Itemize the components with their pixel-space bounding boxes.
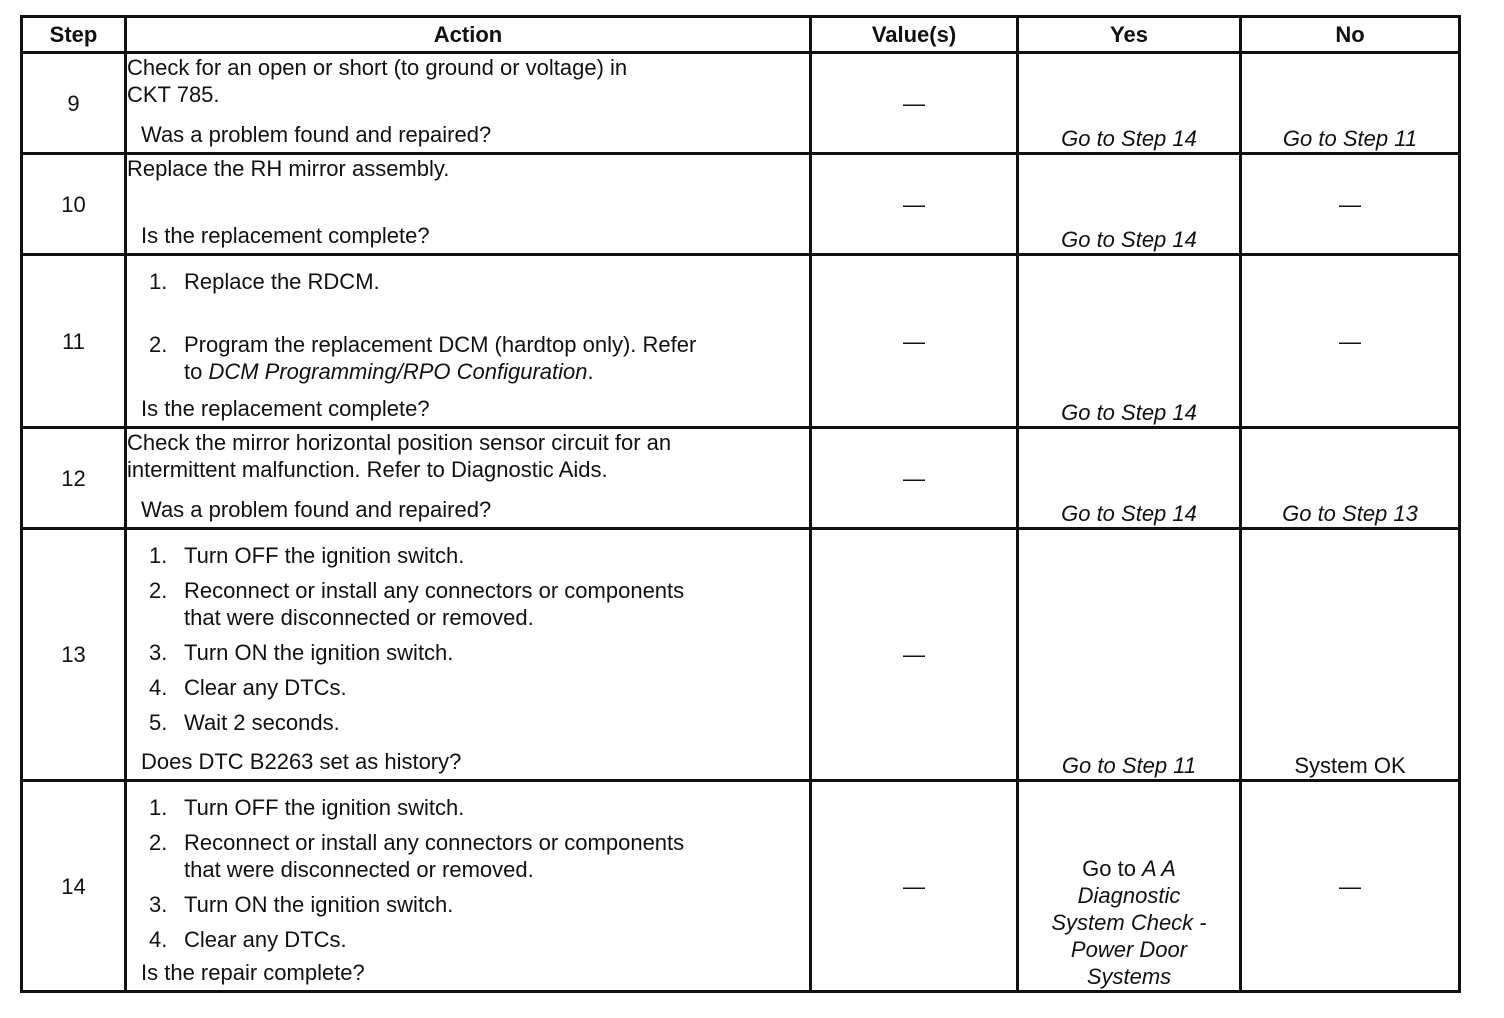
action-cell [126, 154, 811, 255]
step-number: 11 [22, 255, 126, 428]
step-number: 12 [22, 428, 126, 529]
item-number: 2. [149, 332, 168, 357]
item-text: Clear any DTCs. [184, 675, 347, 700]
table-row [22, 154, 1460, 255]
yes-cell [1018, 781, 1241, 992]
action-text: CKT 785. [127, 82, 220, 107]
step-number: 10 [22, 154, 126, 255]
item-text: Wait 2 seconds. [184, 710, 340, 735]
reference-link: Diagnostic [1077, 883, 1181, 908]
action-cell [126, 428, 811, 529]
action-cell [126, 255, 811, 428]
action-cell [126, 529, 811, 781]
action-question: Does DTC B2263 set as history? [141, 749, 462, 774]
yes-result: Go to Step 14 [1061, 126, 1197, 151]
value-cell: — [811, 529, 1018, 781]
action-text: Replace the RH mirror assembly. [127, 156, 450, 181]
item-number: 5. [149, 710, 168, 735]
header-row [22, 17, 1460, 53]
table-row [22, 428, 1460, 529]
value-cell: — [811, 154, 1018, 255]
no-cell [1241, 53, 1460, 154]
step-number: 9 [22, 53, 126, 154]
header-values: Value(s) [811, 17, 1018, 53]
no-cell: — [1241, 154, 1460, 255]
reference-link: System Check - [1051, 910, 1207, 935]
yes-cell [1018, 529, 1241, 781]
list-item [127, 268, 809, 295]
table-row [22, 529, 1460, 781]
header-step: Step [22, 17, 126, 53]
table-row [22, 781, 1460, 992]
action-question: Is the replacement complete? [141, 396, 430, 421]
value-cell: — [811, 428, 1018, 529]
item-number: 1. [149, 543, 168, 568]
yes-cell [1018, 53, 1241, 154]
list-item [127, 709, 809, 736]
yes-cell [1018, 154, 1241, 255]
item-number: 3. [149, 640, 168, 665]
list-item [127, 794, 809, 821]
item-number: 2. [149, 578, 168, 603]
action-steps [127, 794, 809, 953]
table-row [22, 53, 1460, 154]
action-text: intermittent malfunction. Refer to Diagnostic Aids. [127, 457, 608, 482]
list-item [127, 926, 809, 953]
item-number: 1. [149, 795, 168, 820]
item-text: Turn ON the ignition switch. [184, 640, 454, 665]
reference-link: Systems [1086, 964, 1172, 989]
item-text-c: . [587, 359, 594, 384]
diagnostic-table [20, 15, 1461, 993]
item-text: Clear any DTCs. [184, 927, 347, 952]
no-result: Go to Step 13 [1282, 501, 1418, 526]
yes-prefix: Go to [1082, 856, 1143, 881]
item-text-b: that were disconnected or removed. [184, 857, 534, 882]
list-item [127, 829, 809, 883]
yes-result: Go to Step 14 [1061, 400, 1197, 425]
action-text: Check for an open or short (to ground or voltage) in [127, 55, 628, 80]
item-text: Reconnect or install any connectors or components [184, 830, 685, 855]
value-cell: — [811, 255, 1018, 428]
action-question: Is the replacement complete? [141, 223, 430, 248]
yes-result: Go to Step 14 [1061, 501, 1197, 526]
item-text: Turn ON the ignition switch. [184, 892, 454, 917]
header-yes: Yes [1018, 17, 1241, 53]
table-row [22, 255, 1460, 428]
list-item [127, 674, 809, 701]
header-no: No [1241, 17, 1460, 53]
item-text: Reconnect or install any connectors or components [184, 578, 685, 603]
item-text: Turn OFF the ignition switch. [184, 795, 465, 820]
no-cell [1241, 428, 1460, 529]
item-number: 4. [149, 927, 168, 952]
item-text-b: that were disconnected or removed. [184, 605, 534, 630]
value-cell: — [811, 53, 1018, 154]
yes-result: Go to Step 14 [1061, 227, 1197, 252]
action-cell [126, 781, 811, 992]
value-cell: — [811, 781, 1018, 992]
header-action: Action [126, 17, 811, 53]
list-item [127, 577, 809, 631]
action-steps [127, 268, 809, 385]
action-question: Was a problem found and repaired? [141, 122, 492, 147]
no-cell: System OK [1241, 529, 1460, 781]
step-number: 14 [22, 781, 126, 992]
list-item [127, 542, 809, 569]
list-item [127, 331, 809, 385]
yes-result: Go to Step 11 [1061, 753, 1197, 778]
reference-link: Power Door [1070, 937, 1188, 962]
item-text: Program the replacement DCM (hardtop only). Refer [184, 332, 697, 357]
item-number: 3. [149, 892, 168, 917]
no-cell: — [1241, 255, 1460, 428]
reference-link: DCM Programming/RPO Configuration [208, 359, 588, 384]
action-cell [126, 53, 811, 154]
action-text: Check the mirror horizontal position sensor circuit for an [127, 430, 672, 455]
yes-cell [1018, 255, 1241, 428]
reference-link: A A [1142, 856, 1176, 881]
item-number: 4. [149, 675, 168, 700]
item-number: 2. [149, 830, 168, 855]
item-text: Replace the RDCM. [184, 269, 380, 294]
yes-cell [1018, 428, 1241, 529]
action-steps [127, 542, 809, 736]
item-text-b: to [184, 359, 209, 384]
item-number: 1. [149, 269, 168, 294]
step-number: 13 [22, 529, 126, 781]
item-text: Turn OFF the ignition switch. [184, 543, 465, 568]
action-question: Was a problem found and repaired? [141, 497, 492, 522]
no-cell: — [1241, 781, 1460, 992]
action-question: Is the repair complete? [141, 960, 365, 985]
list-item [127, 891, 809, 918]
no-result: Go to Step 11 [1282, 126, 1418, 151]
list-item [127, 639, 809, 666]
